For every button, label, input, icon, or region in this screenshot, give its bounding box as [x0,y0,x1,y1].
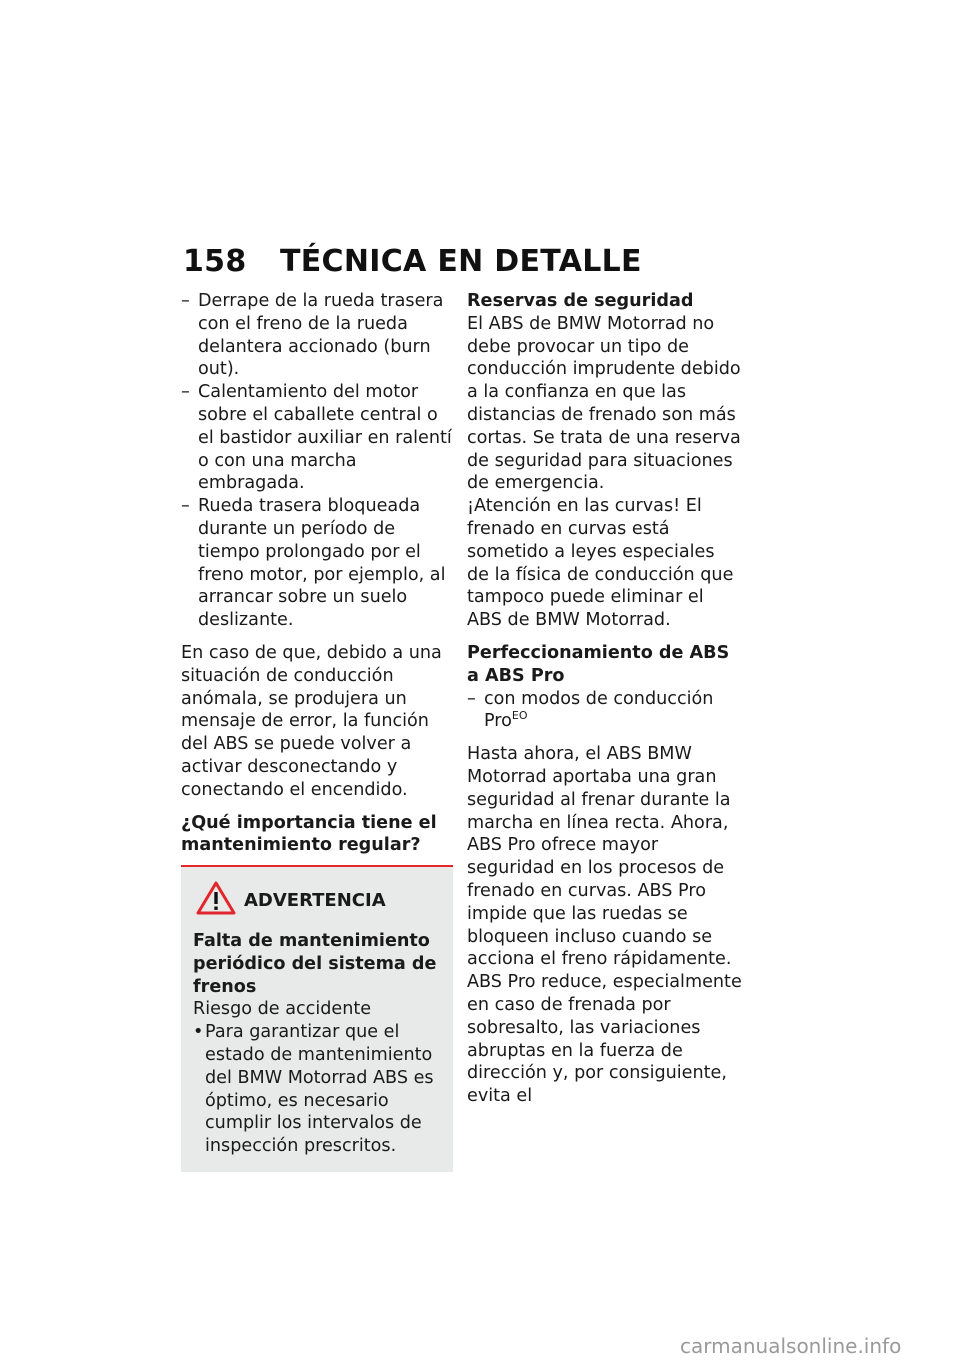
warning-risk: Riesgo de accidente [193,999,372,1020]
list-item: – con modos de conducción Pro$^{EO}$ [467,688,714,732]
abs-pro-heading: Perfeccionamiento de ABS a ABS Pro [467,642,730,686]
dash-icon: – [467,688,476,709]
page-number: 158 [183,244,247,279]
dash-icon: – [181,496,190,517]
dash-icon: – [181,291,190,311]
section-title: TÉCNICA EN DETALLE [280,244,642,279]
list-item: – Calentamiento del motor sobre el caballete central o el bastidor auxiliar en ralentí o con una marcha embragada. [181,382,452,494]
warning-triangle-icon [196,881,236,922]
abs-pro-text: Hasta ahora, el ABS BMW Motorrad aportaba una gran seguridad al frenar durante la marcha en línea recta. Ahora, ABS Pro ofrece mayor seguridad en los procesos de frenado en curvas. ABS Pro impide que las ruedas se bloqueen incluso cuando se acciona el freno rápidamente. ABS Pro reduce, especialmente en caso de frenada por sobresalto, las variaciones abruptas en la fuerza de dirección y, por consiguiente, evita el [467,744,742,1107]
equipment-superscript: EO [511,709,528,723]
dash-icon: – [181,382,190,403]
warning-title-row [193,881,441,922]
watermark: carmanualsonline.info [680,1334,902,1358]
warning-box [181,867,453,1172]
list-item: – Derrape de la rueda trasera con el freno de la rueda delantera accionado (burn out). [181,291,444,380]
warning-title: ADVERTENCIA [244,890,386,912]
page-header [183,244,642,279]
reserves-text: El ABS de BMW Motorrad no debe provocar un tipo de conducción imprudente debido a la confianza en que las distancias de frenado son más cortas. Se trata de una reserva de seguridad para situaciones de emergencia. [467,313,741,494]
maintenance-heading: ¿Qué importancia tiene el mantenimiento regular? [181,812,437,856]
reserves-heading: Reservas de seguridad [467,291,694,311]
curves-text: ¡Atención en las curvas! El frenado en curvas está sometido a leyes especiales de la física de conducción que tampoco puede eliminar el ABS de BMW Motorrad. [467,496,734,631]
left-column [181,290,453,1172]
right-column [467,290,742,1108]
abs-reactivation-paragraph: En caso de que, debido a una situación de conducción anómala, se produjera un mensaje de error, la función del ABS se puede volver a activar desconectando y conectando el encendido. [181,642,442,800]
list-item: – Rueda trasera bloqueada durante un período de tiempo prolongado por el freno motor, por ejemplo, al arrancar sobre un suelo deslizante. [181,496,446,631]
warning-subtitle: Falta de mantenimiento periódico del sistema de frenos [193,930,437,997]
warning-bullet: • Para garantizar que el estado de mantenimiento del BMW Motorrad ABS es óptimo, es necesario cumplir los intervalos de inspección prescritos. [193,1022,434,1157]
bullet-icon: • [193,1022,204,1043]
